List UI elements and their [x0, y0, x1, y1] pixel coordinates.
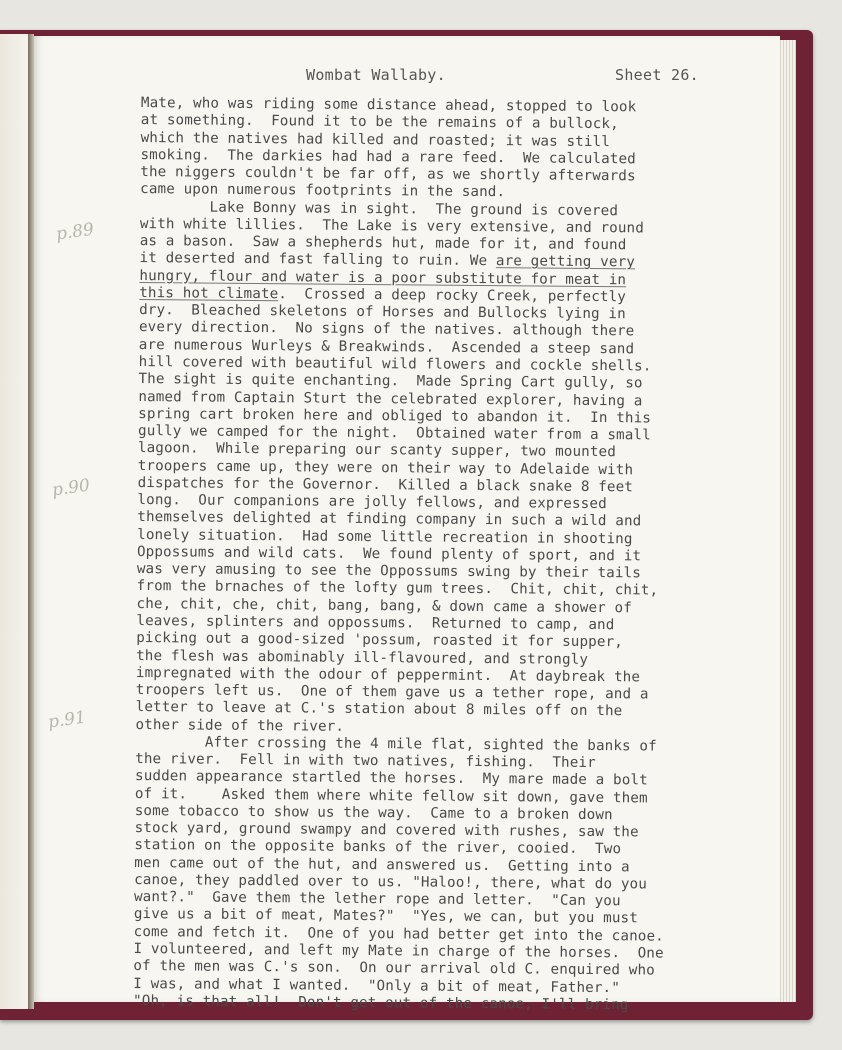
line-text: from the brnaches of the lofty gum trees. Chit, chit, chit, — [136, 578, 659, 599]
line-text: station on the opposite banks of the river, cooied. Two — [134, 837, 622, 858]
line-text: give us a bit of meat, Mates?" "Yes, we can, but you must — [133, 906, 639, 927]
line-text: named from Captain Sturt the celebrated explorer, having a — [138, 388, 643, 409]
line-text: After crossing the 4 mile flat, sighted the banks of — [135, 733, 657, 755]
line-text: of it. Asked them where white fellow sit down, gave them — [134, 785, 648, 807]
line-text: long. Our companions are jolly fellows, and expressed — [137, 492, 607, 513]
line-text: Mate, who was riding some distance ahead, stopped to look — [140, 95, 637, 116]
line-text: it deserted and fast falling to ruin. We — [139, 250, 496, 270]
line-text: some tobacco to show us the way. Came to a broken down — [134, 802, 613, 824]
line-text: The sight is quite enchanting. Made Spring Cart gully, so — [138, 371, 643, 392]
line-text: was very amusing to see the Oppossums swing by their tails — [136, 561, 642, 582]
line-text: stock yard, ground swampy and covered with rushes, saw the — [134, 820, 639, 841]
line-text: canoe, they paddled over to us. "Haloo!, there, what do you — [134, 871, 648, 893]
margin-note-p90: p.90 — [50, 475, 92, 501]
underlined-text: hungry, flour and water is a poor substitute for meat in — [139, 267, 627, 288]
margin-note-p91: p.91 — [46, 707, 88, 733]
underlined-text: are getting very — [495, 253, 636, 271]
page-edges — [778, 40, 796, 1002]
line-text: Lake Bonny was in sight. The ground is covered — [139, 198, 619, 219]
line-text: che, chit, che, chit, bang, bang, & down came a shower of — [136, 595, 633, 617]
line-text: impregnated with the odour of peppermint. At daybreak the — [135, 664, 641, 686]
line-text: I volunteered, and left my Mate in charge of the horses. One — [133, 940, 664, 962]
line-text: "Oh, is that all! Don't get out of the canoe, I'll bring — [133, 992, 629, 1014]
line-text: spring cart broken here and obliged to abandon it. In this — [138, 405, 652, 427]
line-text: leaves, splinters and oppossums. Returned to camp, and — [136, 612, 615, 634]
line-text: Oppossums and wild cats. We found plenty of sport, and it — [136, 543, 642, 565]
line-text: with white lillies. The Lake is very extensive, and round — [139, 215, 645, 237]
line-text: troopers came up, they were on their way to Adelaide with — [137, 457, 634, 478]
facing-page — [0, 34, 29, 1009]
line-text: came upon numerous footprints in the sand. — [140, 181, 506, 201]
line-text: as a bason. Saw a shepherds hut, made for it, and found — [139, 233, 627, 254]
line-text: I was, and what I wanted. "Only a bit of meat, Father." — [133, 975, 621, 996]
line-text: want?." Gave them the lether rope and letter. "Can you — [133, 889, 621, 910]
line-text: troopers left us. One of them gave us a tether rope, and a — [135, 682, 649, 703]
line-text: lonely situation. Had some little recreation in shooting — [137, 526, 633, 547]
line-text: every direction. No signs of the natives. although there — [138, 319, 635, 340]
line-text: hill covered with beautiful wild flowers and cockle shells. — [138, 353, 652, 375]
document-title: Wombat Wallaby. — [306, 66, 446, 84]
line-text: which the natives had killed and roasted; it was still — [140, 129, 611, 150]
line-text: smoking. The darkies had had a rare feed. We calculated — [140, 146, 636, 168]
line-text: other side of the river. — [135, 716, 345, 735]
line-text: are numerous Wurleys & Breakwinds. Ascended a steep sand — [138, 336, 635, 358]
line-text: the flesh was abominably ill-flavoured, and strongly — [136, 647, 589, 668]
typewritten-text — [133, 95, 761, 1015]
line-text: at something. Found it to be the remains of a bullock, — [140, 112, 619, 133]
line-text: dry. Bleached skeletons of Horses and Bullocks lying in — [139, 302, 626, 323]
margin-note-p89: p.89 — [54, 219, 96, 245]
line-text: the niggers couldn't be far off, as we shortly afterwards — [140, 164, 636, 185]
line-text: dispatches for the Governor. Killed a black snake 8 feet — [137, 474, 634, 496]
line-text: themselves delighted at finding company in such a wild and — [137, 509, 642, 530]
sheet-number: Sheet 26. — [615, 66, 699, 84]
line-text: men came out of the hut, and answered us. Getting into a — [134, 854, 630, 875]
line-text: sudden appearance startled the horses. My mare made a bolt — [134, 768, 648, 789]
line-text: come and fetch it. One of you had better get into the canoe. — [133, 923, 664, 945]
line-text: . Crossed a deep rocky Creek, perfectly — [278, 286, 627, 306]
line-text: lagoon. While preparing our scanty supper, two mounted — [137, 440, 617, 461]
underlined-text: this hot climate — [139, 284, 279, 303]
line-text: picking out a good-sized 'possum, roasted it for supper, — [136, 630, 624, 651]
line-text: of the men was C.'s son. On our arrival old C. enquired who — [133, 958, 655, 979]
line-text: the river. Fell in with two natives, fishing. Their — [135, 751, 596, 772]
line-text: letter to leave at C.'s station about 8 miles off on the — [135, 699, 623, 720]
line-text: gully we camped for the night. Obtained water from a small — [137, 423, 651, 444]
page-header — [0, 66, 842, 86]
